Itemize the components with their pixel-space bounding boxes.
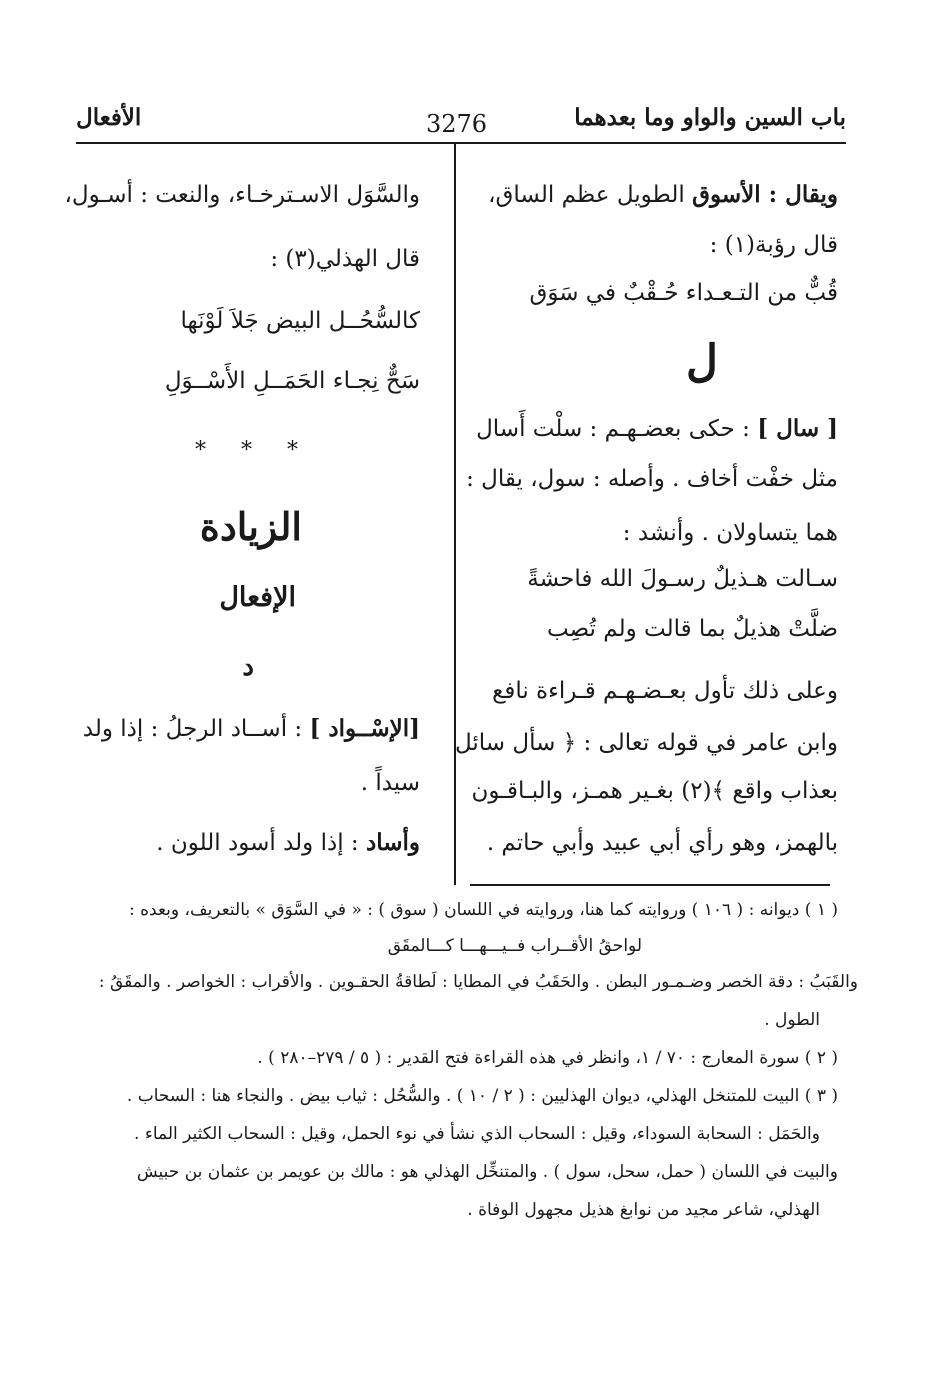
text-line: بعذاب واقع ﴾(٢) بغـير همـز، والبـاقـون bbox=[471, 778, 838, 804]
footnote-1-verse: لواحقُ الأقــراب فــيـــهـــا كـــالمقَق bbox=[387, 936, 642, 956]
footnote-3: ( ٣ ) البيت للمتنخل الهذلي، ديوان الهذليين : ( ٢ / ١٠ ) . والسُّحُل : ثياب بيض . والنجاء هنا : السحاب . bbox=[126, 1086, 838, 1106]
text-line: هما يتساولان . وأنشد : bbox=[622, 520, 838, 546]
footnote-3-cont: والحَمَل : السحابة السوداء، وقيل : السحاب الذي نشأ في نوء الحمل، وقيل : السحاب الكثير الماء . bbox=[134, 1124, 820, 1144]
text-line: بالهمز، وهو رأي أبي عبيد وأبي حاتم . bbox=[486, 830, 838, 856]
footnote-2: ( ٢ ) سورة المعارج : ٧٠ / ١، وانظر في هذه القراءة فتح القدير : ( ٥ / ٢٧٩–٢٨٠ ) . bbox=[257, 1048, 838, 1068]
text-line bbox=[488, 180, 838, 210]
text-line: قال رؤبة(١) : bbox=[709, 232, 838, 258]
keyword: وأساد bbox=[365, 829, 420, 856]
text-line: وعلى ذلك تأول بعـضـهـم قـراءة نافع bbox=[492, 678, 838, 704]
footnote-1-cont: والقَبَبُ : دقة الخصر وضـمـور البطن . والحَقَبُ في المطايا : لَطاقةُ الحقـوين . والأقراب : الخواصر . والمقَقُ : bbox=[98, 972, 858, 992]
text-span: الطويل عظم الساق، bbox=[488, 182, 693, 208]
verse-line: سَحٌّ نِجـاء الحَمَــلِ الأَسْــوَلِ bbox=[164, 368, 420, 394]
heading-afal: الإفعال bbox=[219, 582, 296, 613]
entry-keyword: [الإسْــواد ] bbox=[309, 715, 420, 742]
text-line bbox=[156, 828, 420, 858]
header-section-title: الأفعال bbox=[76, 104, 142, 131]
text-span: : إذا ولد أسود اللون . bbox=[156, 830, 366, 856]
text-line: وابن عامر في قوله تعالى : ﴿ سأل سائل bbox=[454, 730, 838, 756]
verse-line: كالسُّحُــل البيض جَلاَ لَوْنَها bbox=[180, 308, 420, 334]
verse-line: سـالت هـذيلٌ رسـولَ الله فاحشةً bbox=[527, 566, 838, 592]
text-span: : حكى بعضـهـم : سلْت أَسال bbox=[476, 416, 758, 442]
verse-line: قُبٌّ من التـعـداء حُـقْبٌ في سَوَق bbox=[529, 280, 838, 306]
footnote-1-cont: الطول . bbox=[764, 1010, 820, 1030]
header-rule bbox=[76, 142, 846, 144]
text-line bbox=[476, 414, 838, 444]
text-span: : أســاد الرجلُ : إذا ولد bbox=[82, 716, 310, 742]
heading-ziyada: الزيادة bbox=[199, 504, 302, 549]
column-divider bbox=[454, 142, 456, 885]
section-letter: د bbox=[242, 652, 254, 682]
text-line: سيداً . bbox=[360, 770, 420, 796]
text-line: مثل خفْت أخاف . وأصله : سول، يقال : bbox=[466, 466, 838, 492]
entry-keyword: [ سال ] bbox=[757, 415, 838, 442]
text-line bbox=[83, 714, 420, 744]
keyword: ويقال : الأسوق bbox=[692, 181, 838, 208]
section-separator: * * * bbox=[195, 438, 312, 463]
footnote-3-cont: الهذلي، شاعر مجيد من نوابغ هذيل مجهول الوفاة . bbox=[467, 1200, 820, 1220]
section-letter: ل bbox=[686, 336, 718, 387]
footnote-rule bbox=[470, 884, 830, 886]
text-line: والسَّوَل الاسـترخـاء، والنعت : أسـول، bbox=[64, 182, 420, 208]
footnote-1: ( ١ ) ديوانه : ( ١٠٦ ) وروايته كما هنا، وروايته في اللسان ( سوق ) : « في السَّوَق » بالتعريف، وبعده : bbox=[128, 900, 838, 920]
footnote-3-cont: والبيت في اللسان ( حمل، سحل، سول ) . والمتنخِّل الهذلي هو : مالك بن عويمر بن عثمان بن حبيش bbox=[136, 1162, 838, 1182]
header-chapter-title: باب السين والواو وما بعدهما bbox=[574, 104, 846, 131]
page-number: 3276 bbox=[426, 110, 488, 138]
text-line: قال الهذلي(٣) : bbox=[270, 246, 420, 272]
verse-line: ضلَّتْ هذيلٌ بما قالت ولم تُصِب bbox=[547, 616, 838, 642]
